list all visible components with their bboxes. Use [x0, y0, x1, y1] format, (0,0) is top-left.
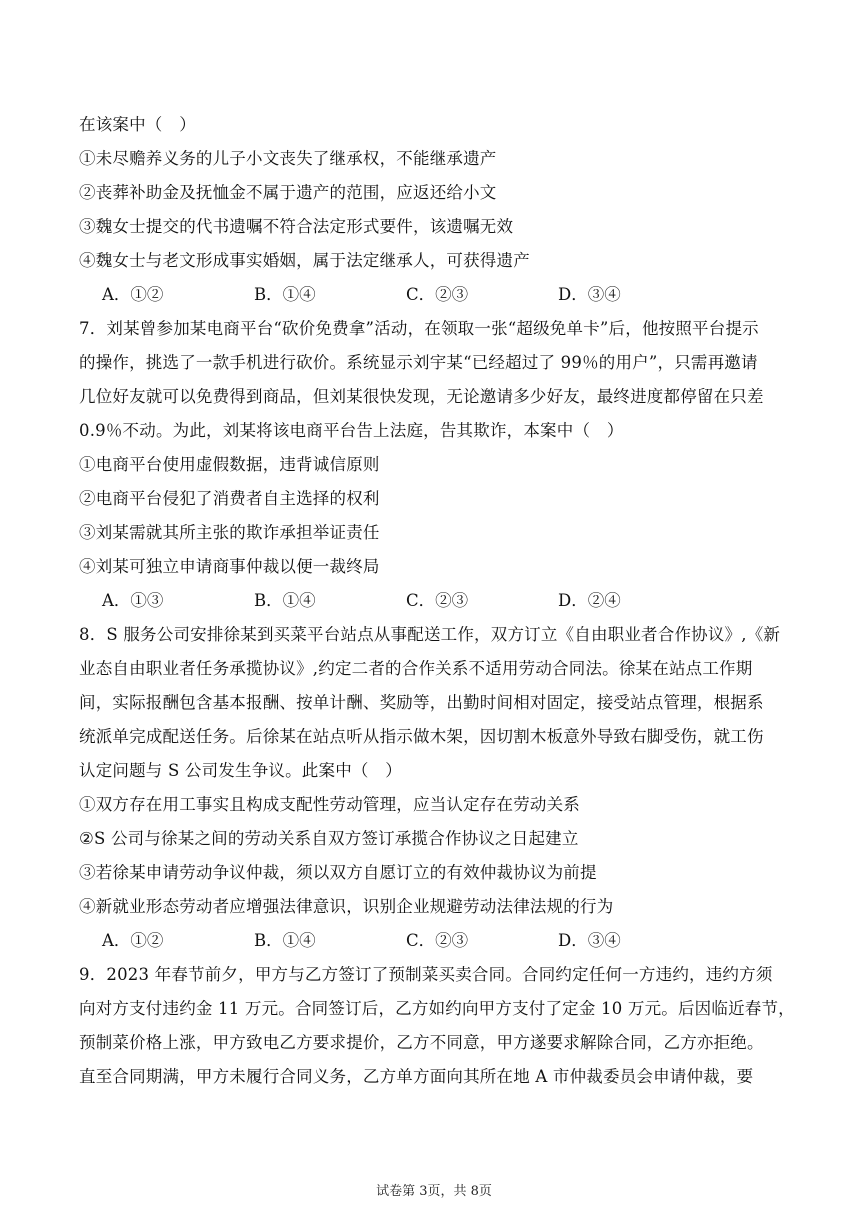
question-stem-line: 8．S 服务公司安排徐某到买菜平台站点从事配送工作，双方订立《自由职业者合作协议》,《新	[79, 625, 781, 644]
option-d: D．②④	[558, 591, 621, 610]
question-9	[79, 958, 795, 1094]
question-stem-line: 统派单完成配送任务。后徐某在站点听从指示做木架，因切割木板意外导致右脚受伤，就工伤	[79, 727, 764, 746]
option-d: D．③④	[558, 285, 621, 304]
question-8	[79, 618, 791, 958]
choice-statement: ②电商平台侵犯了消费者自主选择的权利	[79, 489, 380, 508]
question-stem-line: 认定问题与 S 公司发生争议。此案中（ ）	[79, 761, 402, 780]
option-c: C．②③	[406, 931, 469, 950]
question-stem-line: 7．刘某曾参加某电商平台“砍价免费拿”活动，在领取一张“超级免单卡”后，他按照平台提示	[79, 319, 759, 338]
question-stem-line: 预制菜价格上涨，甲方致电乙方要求提价，乙方不同意，甲方遂要求解除合同，乙方亦拒绝。	[79, 1033, 764, 1052]
page-footer	[0, 1180, 868, 1199]
question-stem-line: 0.9％不动。为此，刘某将该电商平台告上法庭，告其欺诈，本案中（ ）	[79, 421, 624, 440]
question-stem-line: 向对方支付违约金 11 万元。合同签订后，乙方如约向甲方支付了定金 10 万元。后因临近春节，	[79, 999, 795, 1018]
choice-statement: ②S 公司与徐某之间的劳动关系自双方签订承揽合作协议之日起建立	[79, 829, 579, 848]
answer-options	[79, 278, 791, 312]
question-stem-line: 几位好友就可以免费得到商品，但刘某很快发现，无论邀请多少好友，最终进度都停留在只差	[79, 387, 764, 406]
option-d: D．③④	[558, 931, 621, 950]
option-a: A．①②	[102, 931, 164, 950]
choice-statement: ③魏女士提交的代书遗嘱不符合法定形式要件，该遗嘱无效	[79, 217, 514, 236]
choice-statement: ①电商平台使用虚假数据，违背诚信原则	[79, 455, 380, 474]
question-6-tail	[79, 108, 791, 312]
question-stem-line: 业态自由职业者任务承揽协议》,约定二者的合作关系不适用劳动合同法。徐某在站点工作期	[79, 659, 753, 678]
answer-options	[79, 924, 791, 958]
option-c: C．②③	[406, 285, 469, 304]
choice-statement: ④魏女士与老文形成事实婚姻，属于法定继承人，可获得遗产	[79, 251, 530, 270]
option-a: A．①②	[102, 285, 164, 304]
choice-statement: ④新就业形态劳动者应增强法律意识，识别企业规避劳动法律法规的行为	[79, 897, 614, 916]
choice-statement: ①未尽赡养义务的儿子小文丧失了继承权，不能继承遗产	[79, 149, 497, 168]
answer-options	[79, 584, 791, 618]
question-content	[79, 108, 795, 1094]
question-stem: 在该案中（ ）	[79, 115, 196, 134]
choice-statement: ①双方存在用工事实且构成支配性劳动管理，应当认定存在劳动关系	[79, 795, 580, 814]
option-b: B．①④	[254, 591, 316, 610]
question-stem-line: 直至合同期满，甲方未履行合同义务，乙方单方面向其所在地 A 市仲裁委员会申请仲裁，要	[79, 1067, 754, 1086]
option-a: A．①③	[102, 591, 164, 610]
choice-statement: ②丧葬补助金及抚恤金不属于遗产的范围，应返还给小文	[79, 183, 497, 202]
question-7	[79, 312, 791, 618]
question-stem-line: 间，实际报酬包含基本报酬、按单计酬、奖励等，出勤时间相对固定，接受站点管理，根据系	[79, 693, 764, 712]
question-stem-line: 的操作，挑选了一款手机进行砍价。系统显示刘宇某“已经超过了 99％的用户”，只需再邀请	[79, 353, 758, 372]
option-b: B．①④	[254, 931, 316, 950]
question-stem-line: 9．2023 年春节前夕，甲方与乙方签订了预制菜买卖合同。合同约定任何一方违约，违约方须	[79, 965, 773, 984]
choice-statement: ④刘某可独立申请商事仲裁以便一裁终局	[79, 557, 380, 576]
option-b: B．①④	[254, 285, 316, 304]
choice-statement: ③若徐某申请劳动争议仲裁，须以双方自愿订立的有效仲裁协议为前提	[79, 863, 597, 882]
choice-statement: ③刘某需就其所主张的欺诈承担举证责任	[79, 523, 380, 542]
page-number-label: 试卷第 3页，共 8页	[376, 1184, 492, 1199]
option-c: C．②③	[406, 591, 469, 610]
